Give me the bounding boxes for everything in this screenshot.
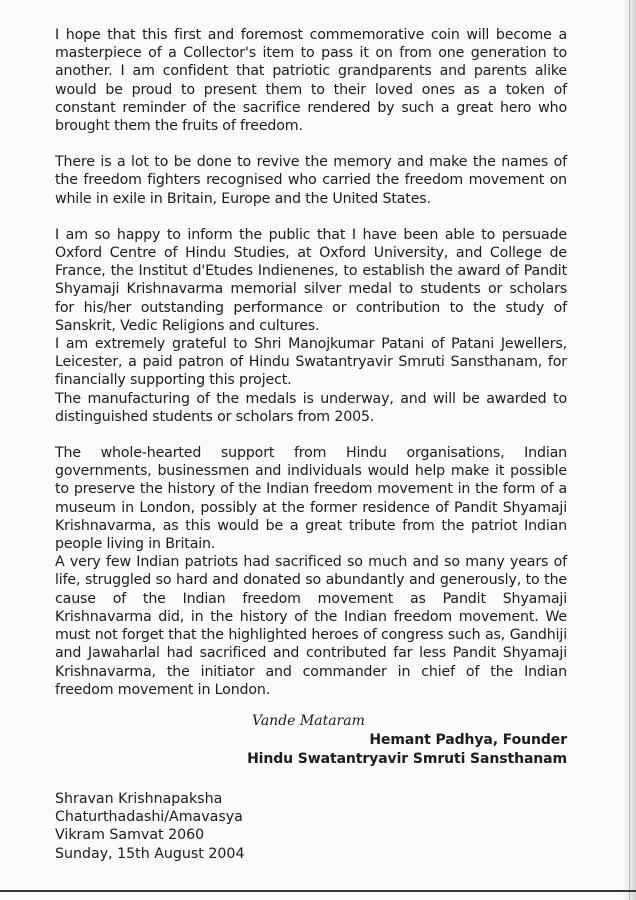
date-line-samvat: Vikram Samvat 2060 bbox=[55, 827, 205, 844]
date-line-paksha: Shravan Krishnapaksha bbox=[55, 791, 223, 807]
paragraph-silver-medal: I am so happy to inform the public that I have been able to persuade Oxford Centre of Hindu Studies, at Oxford University, and College de France, the Institut d'Etudes Indienenes, to establish the award of Pandit Shyamaji Krishnavarma memorial silver medal to students or scholars for his/her outstanding performance or contribution to the study of Sanskrit, Vedic Religions and cultures. bbox=[55, 226, 567, 334]
paragraph-museum-support: The whole-hearted support from Hindu organisations, Indian governments, businessmen and individuals would help make it possible to preserve the history of the Indian freedom movement in the form of a museum in London, possibly at the former residence of Pandit Shyamaji Krishnavarma, as this would be a great tribute from the patriot Indian people living in Britain. bbox=[55, 445, 567, 553]
date-block bbox=[55, 790, 245, 863]
salutation: Vande Mataram bbox=[252, 713, 365, 729]
paragraph-patriots-sacrifice: A very few Indian patriots had sacrificed so much and so many years of life, struggled so hard and donated so abundantly and generously, to the cause of the Indian freedom movement as Pandit Shyamaji Krishnavarma did, in the history of the Indian freedom movement. We must not forget that the highlighted heroes of congress such as, Gandhiji and Jawaharlal had sacrificed and contributed far less Pandit Shyamaji Krishnavarma, the initiator and commander in chief of the Indian freedom movement in London. bbox=[55, 554, 567, 698]
signatory-organisation: Hindu Swatantryavir Smruti Sansthanam bbox=[247, 751, 567, 767]
paragraph-commemorative-coin: I hope that this first and foremost commemorative coin will become a masterpiece of a Collector's item to pass it on from one generation to another. I am confident that patriotic grandparents and parents alike would be proud to present them to their loved ones as a token of constant reminder of the sacrifice rendered by such a great hero who brought them the fruits of freedom. bbox=[55, 27, 567, 135]
date-line-gregorian: Sunday, 15th August 2004 bbox=[55, 845, 245, 862]
page-edge-line bbox=[629, 0, 630, 900]
letter-body bbox=[55, 26, 567, 699]
paragraph-gratitude-patron: I am extremely grateful to Shri Manojkumar Patani of Patani Jewellers, Leicester, a paid patron of Hindu Swatantryavir Smruti Sansthanam, for financially supporting this project. bbox=[55, 336, 567, 389]
paragraph-freedom-fighters: There is a lot to be done to revive the memory and make the names of the freedom fighters recognised who carried the freedom movement on while in exile in Britain, Europe and the United States. bbox=[55, 154, 567, 207]
paragraph-medal-manufacturing: The manufacturing of the medals is underway, and will be awarded to distinguished students or scholars from 2005. bbox=[55, 390, 567, 425]
signatory-name: Hemant Padhya, Founder bbox=[369, 732, 567, 748]
page-bottom-border bbox=[0, 890, 636, 892]
signature-block bbox=[55, 711, 567, 769]
date-line-tithi: Chaturthadashi/Amavasya bbox=[55, 809, 243, 826]
